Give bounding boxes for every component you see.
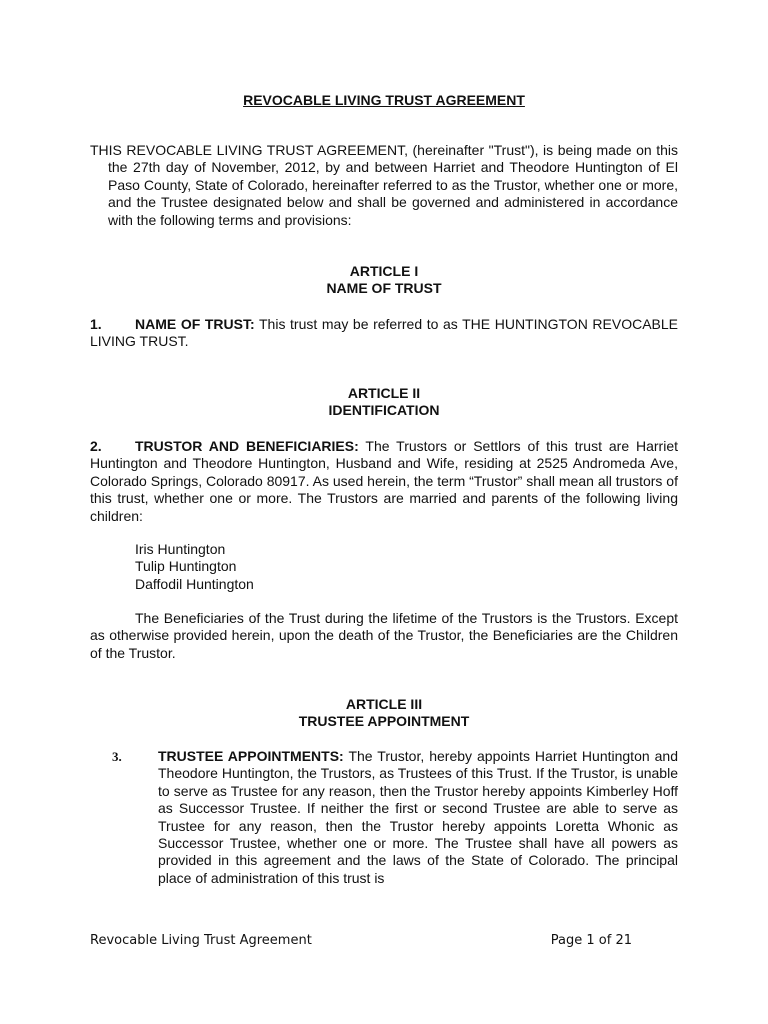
section-2-lead: TRUSTOR AND BENEFICIARIES: — [135, 438, 359, 454]
section-1-lead: NAME OF TRUST: — [135, 316, 255, 332]
article-3-heading — [90, 696, 678, 731]
page-number: Page 1 of 21 — [550, 933, 632, 948]
article-2-heading — [90, 385, 678, 420]
section-1-paragraph — [90, 316, 678, 351]
beneficiaries-paragraph: The Beneficiaries of the Trust during the lifetime of the Trustors is the Trustors. Except as otherwise provided herein, upon the death of the Trustor, the Beneficiaries are the Children of the Trustor. — [90, 610, 678, 661]
section-3-paragraph — [112, 748, 678, 887]
children-list — [135, 541, 254, 593]
section-3-lead: TRUSTEE APPOINTMENTS: — [158, 748, 344, 764]
article-2-number: ARTICLE II — [347, 385, 421, 401]
child-item: Iris Huntington — [135, 541, 226, 557]
section-1-number: 1. — [90, 316, 102, 332]
child-item: Daffodil Huntington — [135, 575, 254, 592]
article-3-title: TRUSTEE APPOINTMENT — [298, 713, 470, 730]
article-3-number: ARTICLE III — [345, 696, 423, 712]
article-1-title: NAME OF TRUST — [326, 280, 442, 297]
document-title: REVOCABLE LIVING TRUST AGREEMENT — [243, 92, 525, 108]
section-3-text: The Trustor, hereby appoints Harriet Huntington and Theodore Huntington, the Trustors, as Trustees of this Trust. If the Trustor, is unable to serve as Trustee for any reason, then the Trustor hereby appoints Kimberley Hoff as Successor Trustee. If neither the first or second Trustee are able to serve as Trustee for any reason, then the Trustor hereby appoints Loretta Whonic as Successor Trustee, whether one or more. The Trustee shall have all powers as provided in this agreement and the laws of the State of Colorado. The principal place of administration of this trust is — [158, 748, 678, 886]
intro-paragraph: THIS REVOCABLE LIVING TRUST AGREEMENT, (hereinafter "Trust"), is being made on this the 27th day of November, 2012, by and between Harriet and Theodore Huntington of El Paso County, State of Colorado, hereinafter referred to as the Trustor, whether one or more, and the Trustee designated below and shall be governed and administered in accordance with the following terms and provisions: — [90, 142, 678, 228]
article-1-number: ARTICLE I — [349, 263, 419, 279]
section-1-text: This trust may be referred to as THE HUNTINGTON REVOCABLE LIVING TRUST. — [90, 316, 678, 350]
child-item: Tulip Huntington — [135, 558, 237, 575]
article-2-title: IDENTIFICATION — [328, 402, 440, 419]
section-2-paragraph — [90, 438, 678, 525]
article-1-heading — [90, 263, 678, 298]
footer-title: Revocable Living Trust Agreement — [90, 933, 312, 948]
section-3-number: 3. — [112, 749, 122, 764]
section-2-number: 2. — [90, 438, 102, 454]
section-2-text: The Trustors or Settlors of this trust are Harriet Huntington and Theodore Huntington, Husband and Wife, residing at 2525 Andromeda Ave, Colorado Springs, Colorado 80917. As used herein, the term “Trustor” shall mean all trustors of this trust, whether one or more. The Trustors are married and parents of the following living children: — [90, 438, 678, 524]
